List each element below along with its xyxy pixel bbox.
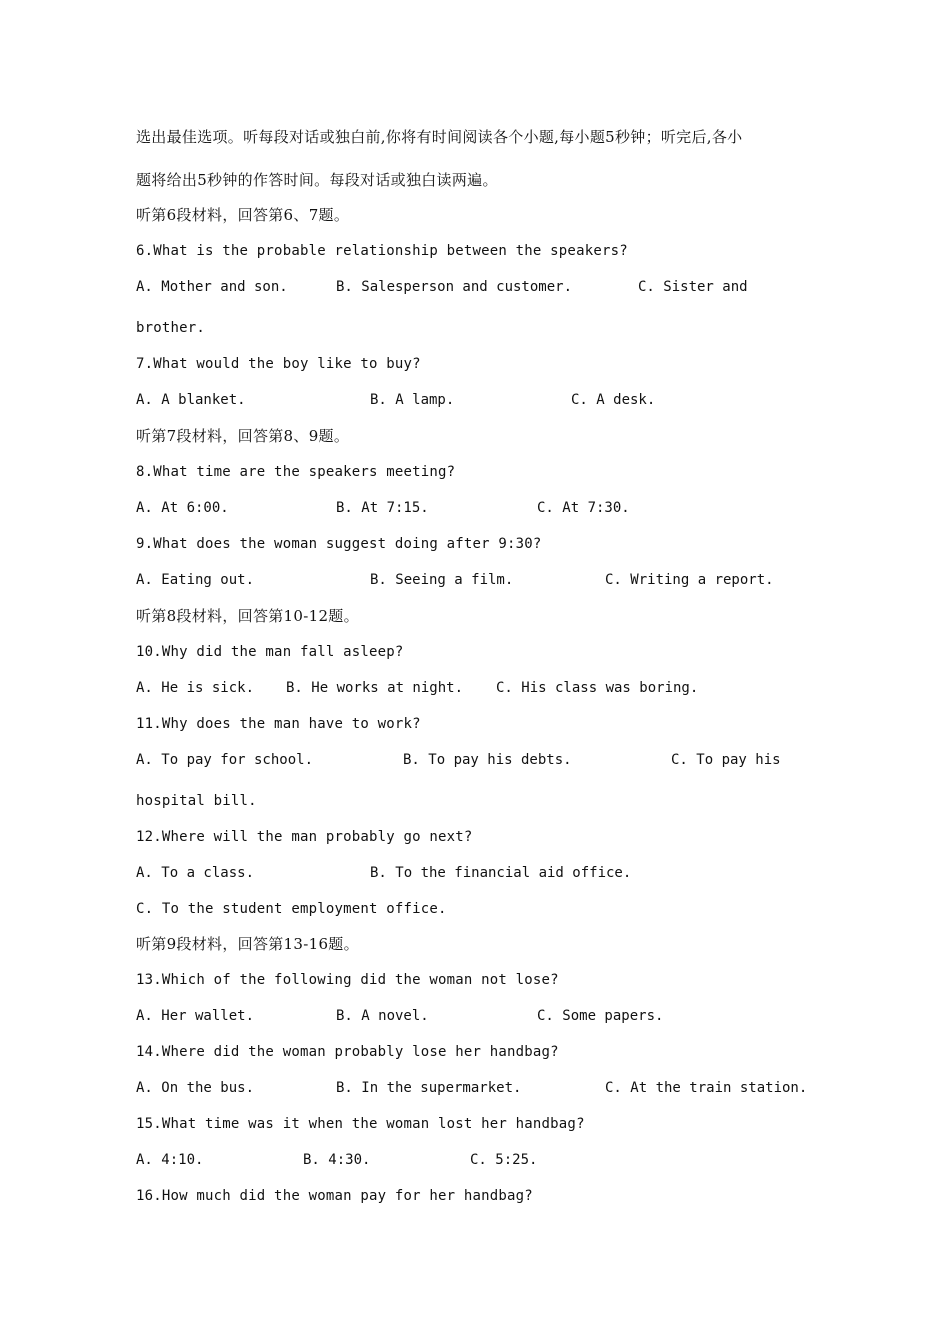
question-16: 16.How much did the woman pay for her handbag? [136,1188,533,1204]
question-11-option-a: A. To pay for school. [136,752,314,768]
question-10-option-c: C. His class was boring. [496,680,699,696]
question-11-continuation: hospital bill. [136,793,257,809]
question-8-option-b: B. At 7:15. [336,500,429,516]
question-14-option-a: A. On the bus. [136,1080,255,1096]
question-7-option-a: A. A blanket. [136,392,246,408]
question-13-option-c: C. Some papers. [537,1008,664,1024]
question-15-option-b: B. 4:30. [303,1152,371,1168]
question-9-option-c: C. Writing a report. [605,572,774,588]
question-13: 13.Which of the following did the woman not lose? [136,972,559,988]
section-heading-7: 听第7段材料，回答第8、9题。 [136,427,350,445]
section-heading-9: 听第9段材料，回答第13-16题。 [136,935,359,953]
question-14: 14.Where did the woman probably lose her handbag? [136,1044,559,1060]
question-11: 11.Why does the man have to work? [136,716,421,732]
question-10-option-a: A. He is sick. [136,680,255,696]
question-7-option-c: C. A desk. [571,392,656,408]
question-11-option-b: B. To pay his debts. [403,752,572,768]
question-12-option-b: B. To the financial aid office. [370,865,632,881]
question-6-option-b: B. Salesperson and customer. [336,279,573,295]
question-8: 8.What time are the speakers meeting? [136,464,456,480]
question-7: 7.What would the boy like to buy? [136,356,421,372]
question-14-option-c: C. At the train station. [605,1080,808,1096]
question-11-option-c: C. To pay his [671,752,781,768]
question-6-option-a: A. Mother and son. [136,279,288,295]
instruction-line-2: 题将给出5秒钟的作答时间。每段对话或独白读两遍。 [136,171,498,189]
question-9-option-b: B. Seeing a film. [370,572,514,588]
question-12-option-c: C. To the student employment office. [136,901,447,917]
question-13-option-a: A. Her wallet. [136,1008,255,1024]
question-15: 15.What time was it when the woman lost her handbag? [136,1116,585,1132]
question-14-option-b: B. In the supermarket. [336,1080,522,1096]
question-12-option-a: A. To a class. [136,865,255,881]
question-6: 6.What is the probable relationship between the speakers? [136,243,628,259]
question-8-option-c: C. At 7:30. [537,500,630,516]
question-15-option-a: A. 4:10. [136,1152,204,1168]
question-15-option-c: C. 5:25. [470,1152,538,1168]
question-9: 9.What does the woman suggest doing after 9:30? [136,536,542,552]
question-6-option-c: C. Sister and [638,279,748,295]
question-8-option-a: A. At 6:00. [136,500,229,516]
question-9-option-a: A. Eating out. [136,572,255,588]
question-10: 10.Why did the man fall asleep? [136,644,404,660]
instruction-line-1: 选出最佳选项。听每段对话或独白前,你将有时间阅读各个小题,每小题5秒钟；听完后,各小 [136,128,743,146]
section-heading-8: 听第8段材料，回答第10-12题。 [136,607,359,625]
question-7-option-b: B. A lamp. [370,392,455,408]
question-10-option-b: B. He works at night. [286,680,464,696]
question-13-option-b: B. A novel. [336,1008,429,1024]
section-heading-6: 听第6段材料，回答第6、7题。 [136,206,350,224]
question-12: 12.Where will the man probably go next? [136,829,473,845]
question-6-continuation: brother. [136,320,206,336]
